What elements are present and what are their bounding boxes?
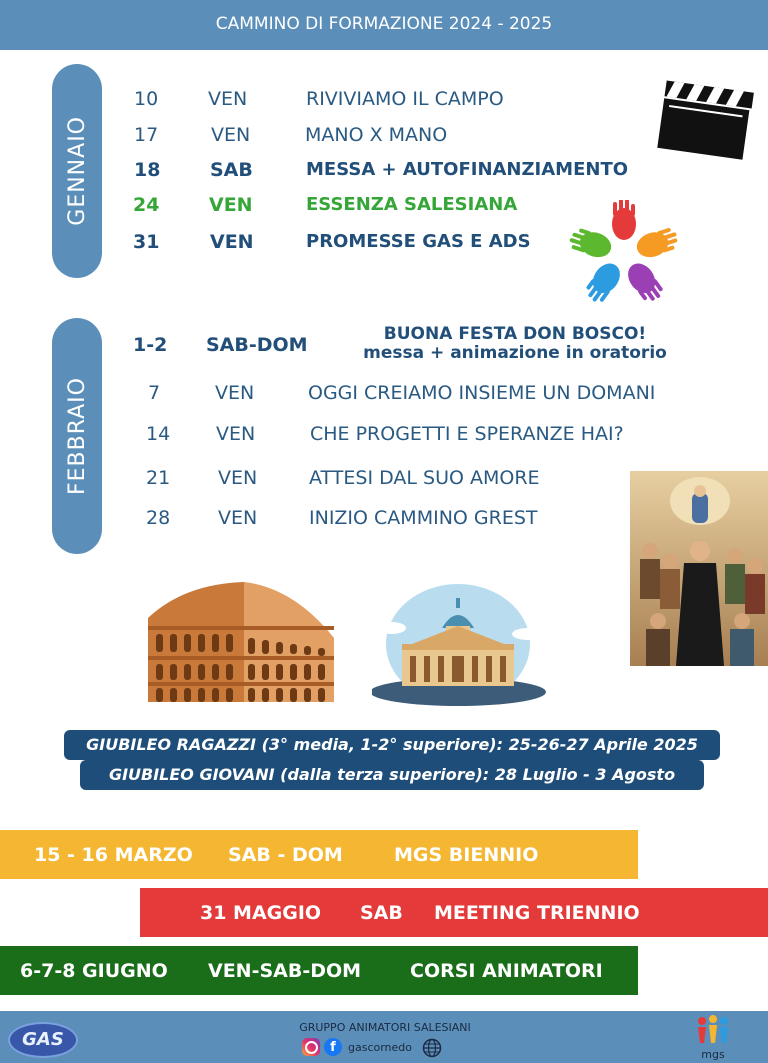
event-title: MESSA + AUTOFINANZIAMENTO bbox=[306, 159, 629, 180]
event-title: CHE PROGETTI E SPERANZE HAI? bbox=[310, 423, 624, 445]
instagram-icon[interactable] bbox=[302, 1038, 320, 1056]
footer-org-name: GRUPPO ANIMATORI SALESIANI bbox=[299, 1021, 471, 1034]
event-weekday: VEN bbox=[215, 382, 255, 404]
globe-icon[interactable] bbox=[422, 1038, 442, 1058]
band-date: 6-7-8 GIUGNO bbox=[20, 959, 168, 982]
event-subtitle: messa + animazione in oratorio bbox=[363, 343, 667, 363]
event-weekday: VEN bbox=[216, 423, 256, 445]
event-day: 17 bbox=[134, 124, 159, 146]
event-weekday: VEN bbox=[211, 124, 251, 146]
event-title: BUONA FESTA DON BOSCO! bbox=[383, 324, 647, 344]
event-day: 7 bbox=[148, 382, 161, 404]
event-title: ESSENZA SALESIANA bbox=[306, 194, 518, 215]
band-days: SAB - DOM bbox=[228, 843, 343, 866]
event-weekday: VEN bbox=[210, 231, 254, 253]
month-label-febbraio: FEBBRAIO bbox=[64, 377, 90, 495]
month-label-gennaio: GENNAIO bbox=[64, 116, 90, 226]
band-date: 15 - 16 MARZO bbox=[34, 843, 193, 866]
facebook-icon[interactable]: f bbox=[324, 1038, 342, 1056]
event-weekday: VEN bbox=[218, 467, 258, 489]
event-weekday: SAB-DOM bbox=[206, 334, 308, 356]
band-title: MGS BIENNIO bbox=[394, 843, 539, 866]
social-handle[interactable]: gascornedo bbox=[348, 1041, 413, 1054]
event-title: ATTESI DAL SUO AMORE bbox=[309, 467, 540, 489]
event-title: PROMESSE GAS E ADS bbox=[306, 231, 531, 252]
gas-logo-image bbox=[8, 1022, 78, 1058]
giubileo-ragazzi-banner bbox=[64, 730, 720, 760]
band-title: MEETING TRIENNIO bbox=[434, 901, 640, 924]
event-title: INIZIO CAMMINO GREST bbox=[309, 507, 538, 529]
giubileo-giovani-banner bbox=[80, 760, 704, 790]
page-header bbox=[0, 0, 768, 50]
don-bosco-painting-image bbox=[630, 471, 768, 666]
event-day: 18 bbox=[134, 159, 161, 181]
month-pill-febbraio bbox=[52, 318, 102, 554]
clapperboard-icon bbox=[652, 74, 756, 160]
mgs-logo-text: mgs bbox=[701, 1048, 725, 1061]
colorful-hands-icon bbox=[568, 200, 680, 308]
event-weekday: VEN bbox=[218, 507, 258, 529]
band-date: 31 MAGGIO bbox=[200, 901, 322, 924]
colosseum-icon bbox=[144, 578, 338, 706]
mgs-figures-icon bbox=[692, 1015, 734, 1045]
event-weekday: VEN bbox=[208, 88, 248, 110]
st-peters-basilica-icon bbox=[372, 580, 548, 708]
mgs-logo-image bbox=[692, 1015, 734, 1061]
band-corsi-animatori bbox=[0, 946, 638, 995]
month-pill-gennaio bbox=[52, 64, 102, 278]
event-weekday: SAB bbox=[210, 159, 253, 181]
band-title: CORSI ANIMATORI bbox=[410, 959, 603, 982]
event-day: 14 bbox=[146, 423, 171, 445]
giubileo-ragazzi-text: GIUBILEO RAGAZZI (3° media, 1-2° superiore): 25-26-27 Aprile 2025 bbox=[86, 735, 698, 754]
event-title: OGGI CREIAMO INSIEME UN DOMANI bbox=[308, 382, 656, 404]
event-day: 1-2 bbox=[133, 334, 168, 356]
event-title: RIVIVIAMO IL CAMPO bbox=[306, 88, 504, 110]
band-meeting-triennio bbox=[140, 888, 768, 937]
page-title: CAMMINO DI FORMAZIONE 2024 - 2025 bbox=[215, 14, 553, 34]
band-days: VEN-SAB-DOM bbox=[208, 959, 362, 982]
band-mgs-biennio bbox=[0, 830, 638, 879]
event-day: 28 bbox=[146, 507, 171, 529]
event-weekday: VEN bbox=[209, 194, 253, 216]
event-day: 24 bbox=[133, 194, 160, 216]
band-days: SAB bbox=[360, 901, 403, 924]
event-day: 21 bbox=[146, 467, 171, 489]
event-day: 31 bbox=[133, 231, 160, 253]
giubileo-giovani-text: GIUBILEO GIOVANI (dalla terza superiore): 28 Luglio - 3 Agosto bbox=[108, 765, 676, 784]
event-day: 10 bbox=[134, 88, 159, 110]
event-title: MANO X MANO bbox=[305, 124, 448, 146]
page-footer bbox=[0, 1011, 768, 1063]
gas-logo-text: GAS bbox=[22, 1029, 64, 1050]
